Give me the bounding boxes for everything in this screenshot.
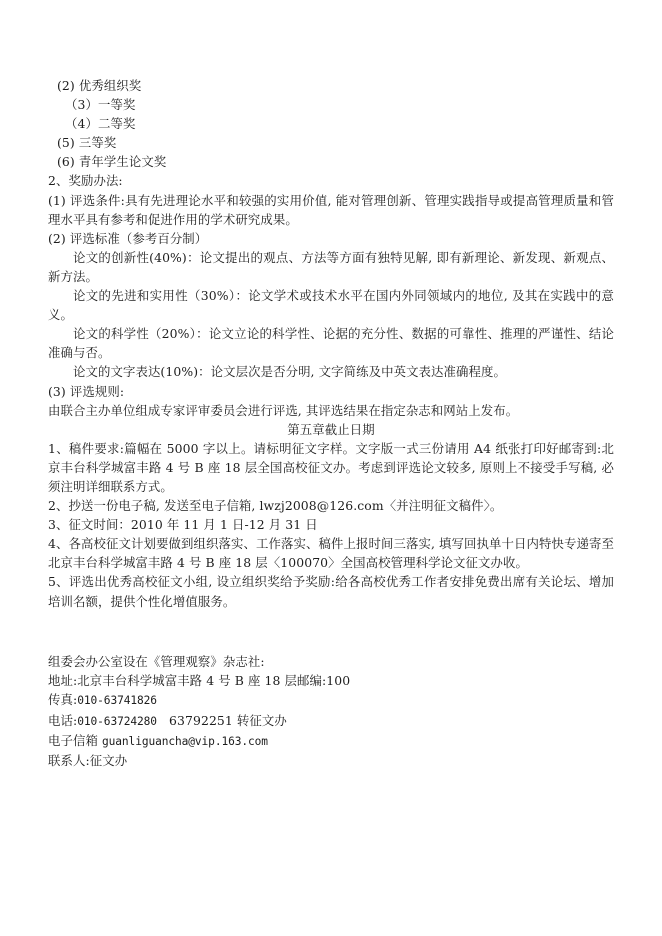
document-body [48, 76, 614, 770]
award-label: 一等奖 [97, 97, 136, 113]
requirement-plan: 4、各高校征文计划要做到组织落实、工作落实、稿件上报时间三落实, 填写回执单十日内特快专递寄至北京丰台科学城富丰路 4 号 B 座 18 层〈100070〉全国高校管理科学论文征文办收。 [48, 536, 614, 571]
contact-email-label: 电子信箱 [48, 732, 98, 748]
award-marker: (5) [57, 135, 75, 151]
criteria-innovation: 论文的创新性(40%)：论文提出的观点、方法等方面有独特见解, 即有新理论、新发现、新观点、新方法。 [48, 249, 614, 284]
criteria-rules-body: 由联合主办单位组成专家评审委员会进行评选, 其评选结果在指定杂志和网站上发布。 [48, 402, 519, 418]
contact-email-value: guanliguancha@vip.163.com [102, 734, 268, 748]
award-label: 青年学生论文奖 [78, 154, 167, 170]
contact-fax [48, 690, 614, 710]
award-item [48, 95, 614, 114]
award-item [48, 133, 614, 152]
award-marker: （4） [65, 116, 98, 132]
criteria-expression: 论文的文字表达(10%)：论文层次是否分明, 文字简练及中英文表达准确程度。 [73, 364, 506, 380]
contact-address [48, 671, 614, 690]
contact-phone-value: 010-63724280 [77, 714, 157, 728]
award-item [48, 76, 614, 95]
section-heading-awards-method: 2、奖励办法: [48, 173, 123, 189]
award-marker: （3） [65, 97, 98, 113]
requirement-submission-period: 3、征文时间：2010 年 11 月 1 日-12 月 31 日 [48, 517, 318, 533]
footer-spacer [48, 611, 614, 652]
contact-address-value: 北京丰台科学城富丰路 4 号 B 座 18 层邮编:100 [77, 672, 351, 688]
contact-fax-label: 传真: [48, 692, 78, 708]
award-item [48, 152, 614, 171]
contact-address-label: 地址: [48, 672, 78, 688]
award-label: 优秀组织奖 [78, 78, 142, 93]
requirement-organization-award: 5、评选出优秀高校征文小组, 设立组织奖给予奖励:给各高校优秀工作者安排免费出席有关论坛、增加培训名额，提供个性化增值服务。 [48, 574, 614, 609]
criteria-condition-label: (1) 评选条件: [48, 192, 125, 208]
contact-person-label: 联系人: [48, 753, 90, 769]
requirement-manuscript: 1、稿件要求:篇幅在 5000 字以上。请标明征文字样。文字版一式三份请用 A4 纸张打印好邮寄到:北京丰台科学城富丰路 4 号 B 座 18 层全国高校征文办。考虑到评选论文较多, 原则上不接受手写稿, 必须注明详细联系方式。 [48, 440, 614, 494]
criteria-condition-body: 具有先进理论水平和较强的实用价值, 能对管理创新、管理实践指导或提高管理质量和管理水平具有参考和促进作用的学术研究成果。 [48, 192, 614, 227]
chapter-heading: 第五章截止日期 [287, 421, 375, 437]
award-label: 二等奖 [97, 116, 136, 132]
criteria-advancement: 论文的先进和实用性（30%）：论文学术或技术水平在国内外同领域内的地位, 及其在实践中的意义。 [48, 288, 614, 323]
requirement-electronic-copy: 2、抄送一份电子稿, 发送至电子信箱, lwzj2008@126.com〈并注明征文稿件〉。 [48, 498, 503, 514]
criteria-rules-label: (3) 评选规则: [48, 383, 125, 399]
criteria-condition-paragraph [48, 191, 614, 229]
criteria-standard-label: (2) 评选标准（参考百分制） [48, 230, 208, 246]
award-marker: (6) [57, 154, 75, 170]
award-marker: (2) [57, 78, 75, 93]
award-item [48, 114, 614, 133]
award-label: 三等奖 [78, 135, 117, 151]
contact-email [48, 731, 614, 751]
contact-fax-value: 010-63741826 [77, 694, 157, 708]
contact-phone [48, 711, 614, 731]
contact-phone-extension: 63792251 转征文办 [169, 712, 287, 728]
contact-phone-label: 电话: [48, 712, 78, 728]
contact-person [48, 751, 614, 770]
contact-office: 组委会办公室设在《管理观察》杂志社: [48, 653, 265, 669]
criteria-scientificity: 论文的科学性（20%）：论文立论的科学性、论据的充分性、数据的可靠性、推理的严谨性、结论准确与否。 [48, 326, 614, 361]
contact-person-value: 征文办 [89, 753, 128, 769]
